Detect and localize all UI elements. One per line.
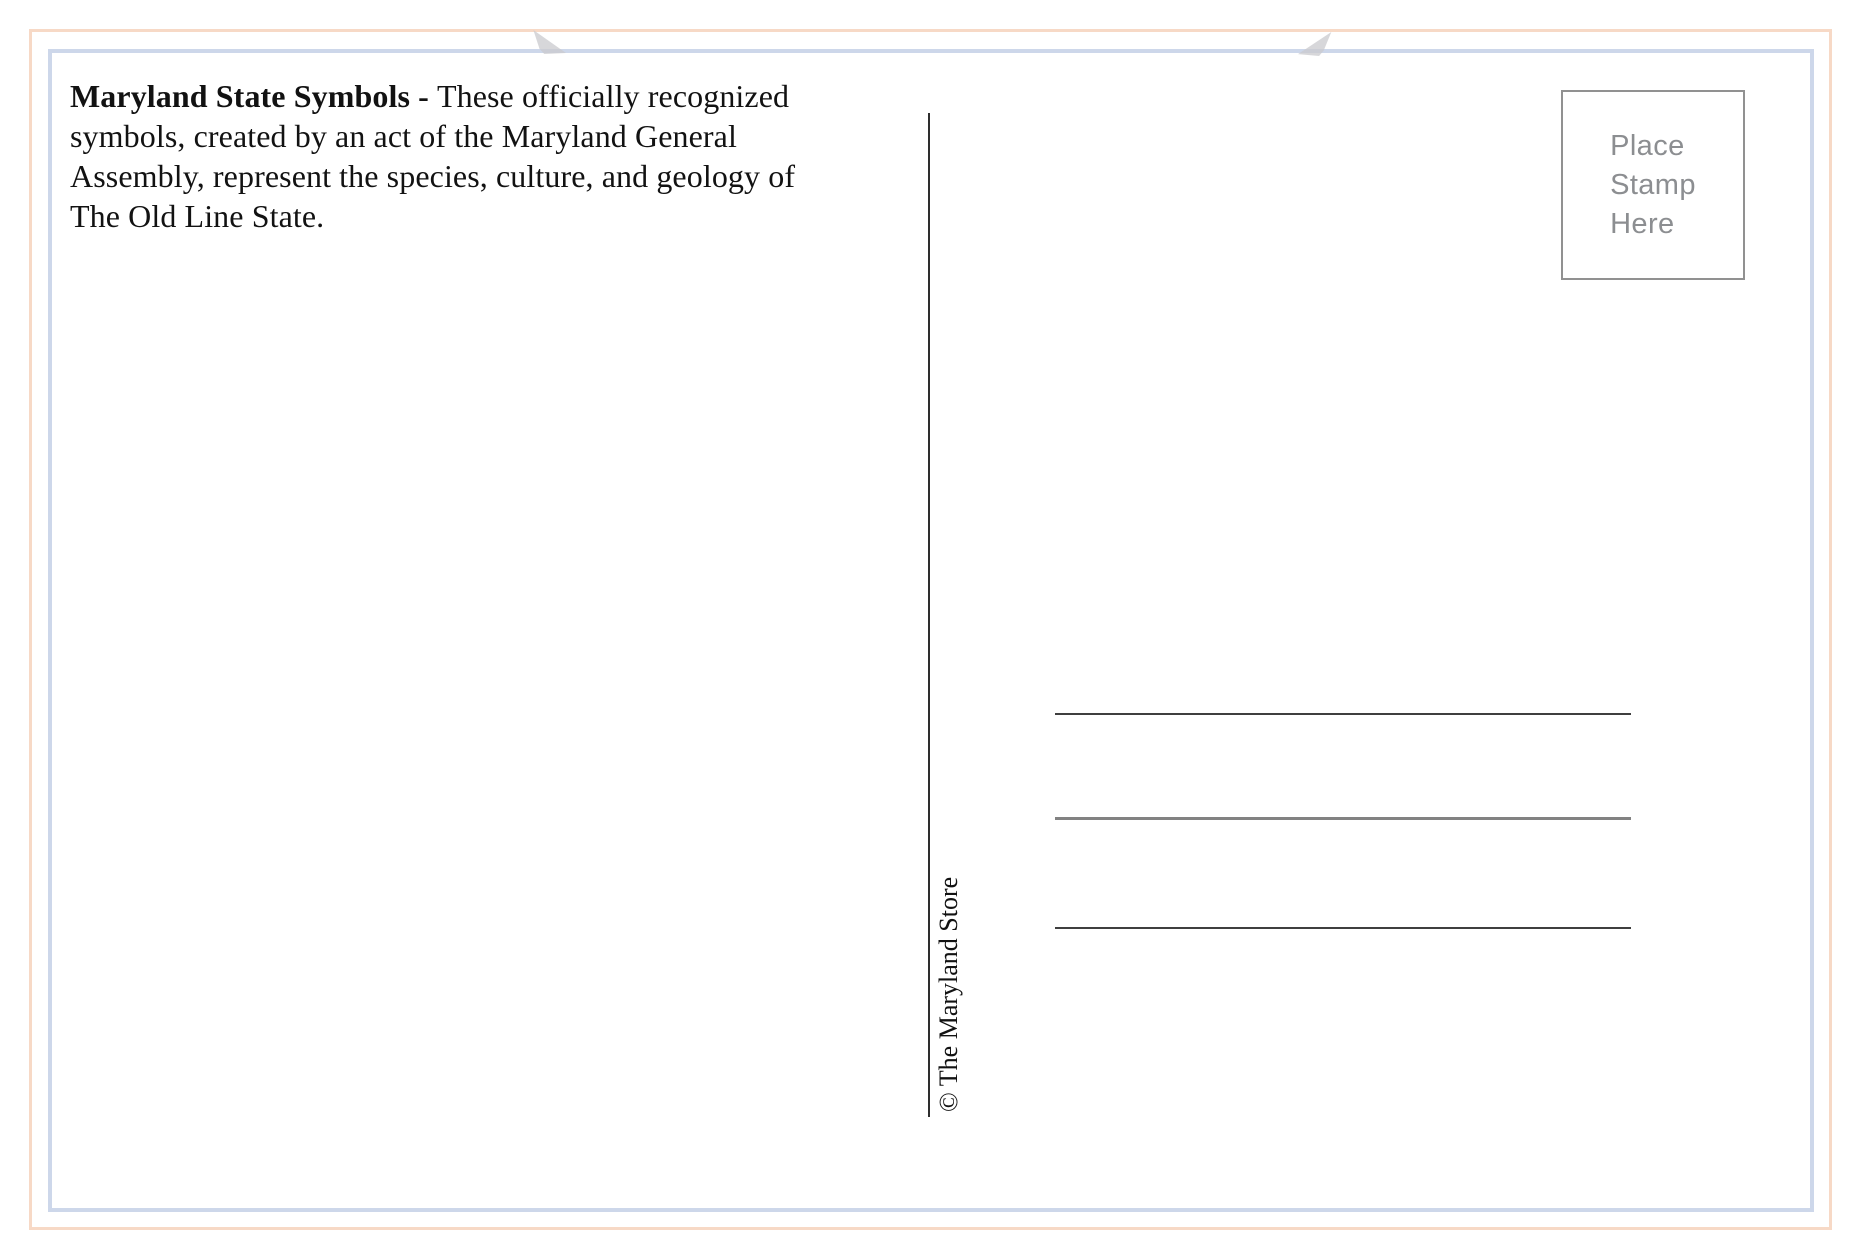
intro-paragraph bbox=[70, 76, 795, 236]
address-line-1 bbox=[1055, 713, 1631, 715]
stamp-label-line-1: Place bbox=[1610, 129, 1685, 162]
intro-line-3: Assembly, represent the species, culture, and geology of bbox=[70, 158, 796, 194]
intro-line-2: symbols, created by an act of the Maryland General bbox=[70, 118, 737, 154]
stamp-placement-label bbox=[1610, 127, 1696, 244]
address-line-2 bbox=[1055, 817, 1631, 820]
stamp-label-line-2: Stamp bbox=[1610, 168, 1696, 201]
stamp-label-line-3: Here bbox=[1610, 207, 1675, 240]
intro-line-1-rest: These officially recognized bbox=[436, 78, 790, 114]
intro-title: Maryland State Symbols - bbox=[70, 78, 437, 114]
center-divider-line bbox=[928, 113, 930, 1117]
intro-line-4: The Old Line State. bbox=[70, 198, 325, 234]
intro-line-1 bbox=[70, 76, 795, 116]
address-line-3 bbox=[1055, 927, 1631, 929]
stamp-placement-box bbox=[1561, 90, 1745, 280]
copyright-text: © The Maryland Store bbox=[934, 876, 963, 1112]
